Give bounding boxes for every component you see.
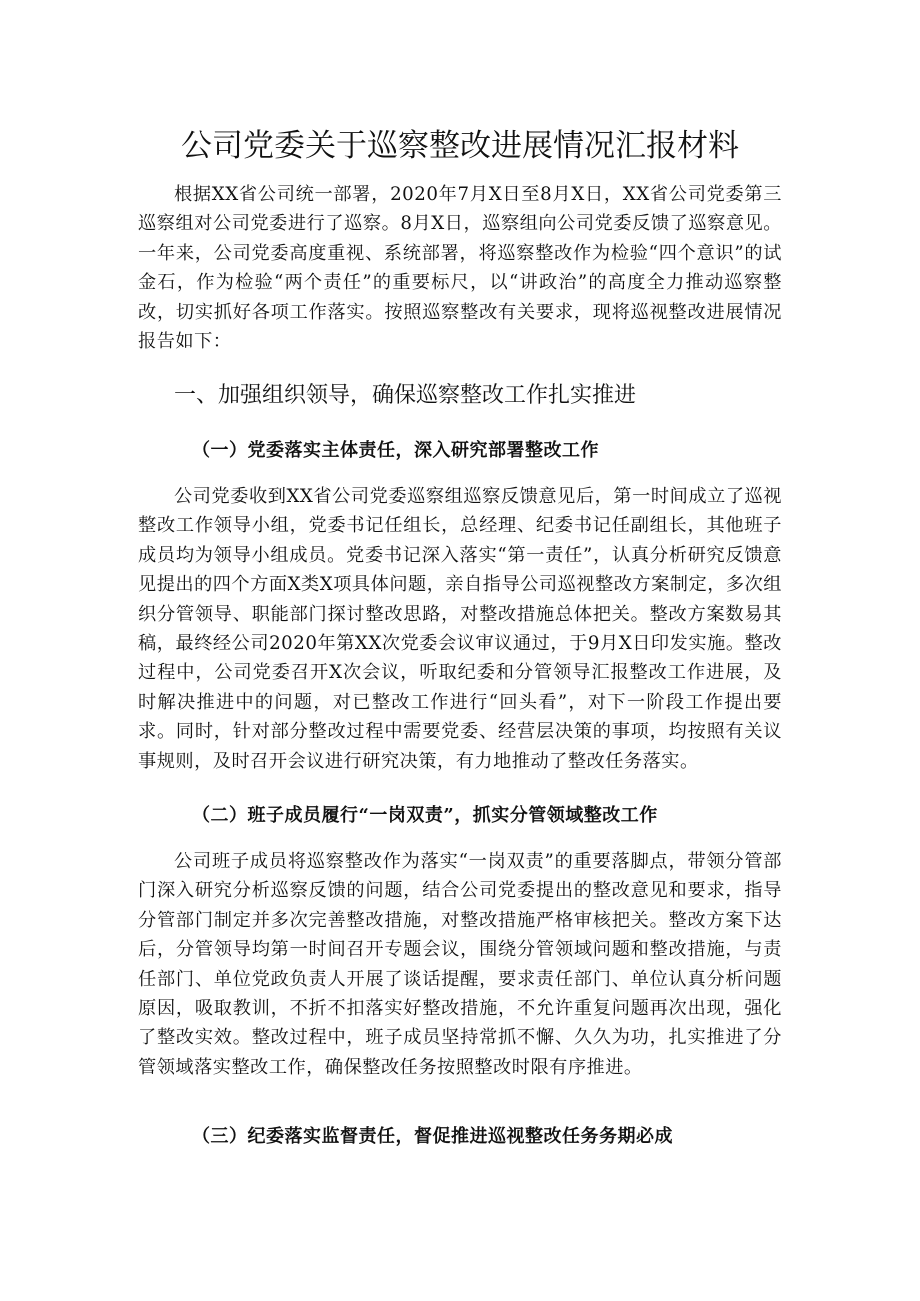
subsection-heading-1: （一）党委落实主体责任，深入研究部署整改工作: [192, 440, 599, 461]
subsection-2-paragraph: 公司班子成员将巡察整改作为落实“一岗双责”的重要落脚点，带领分管部门深入研究分析巡察反馈的问题，结合公司党委提出的整改意见和要求，指导分管部门制定并多次完善整改措施，对整改措施严格审核把关。整改方案下达后，分管领导均第一时间召开专题会议，围绕分管领域问题和整改措施，与责任部门、单位党政负责人开展了谈话提醒，要求责任部门、单位认真分析问题原因，吸取教训，不折不扣落实好整改措施，不允许重复问题再次出现，强化了整改实效。整改过程中，班子成员坚持常抓不懈、久久为功，扎实推进了分管领域落实整改工作，确保整改任务按照整改时限有序推进。: [138, 851, 782, 1078]
subsection-heading-3: （三）纪委落实监督责任，督促推进巡视整改任务务期必成: [192, 1126, 673, 1147]
subsection-heading-2: （二）班子成员履行“一岗双责”，抓实分管领域整改工作: [192, 805, 658, 826]
subsection-1-paragraph: 公司党委收到XX省公司党委巡察组巡察反馈意见后，第一时间成立了巡视整改工作领导小组，党委书记任组长，总经理、纪委书记任副组长，其他班子成员均为领导小组成员。党委书记深入落实“第一责任”，认真分析研究反馈意见提出的四个方面X类X项具体问题，亲自指导公司巡视整改方案制定，多次组织分管领导、职能部门探讨整改思路，对整改措施总体把关。整改方案数易其稿，最终经公司2020年第XX次党委会议审议通过，于9月X日印发实施。整改过程中，公司党委召开X次会议，听取纪委和分管领导汇报整改工作进展，及时解决推进中的问题，对已整改工作进行“回头看”，对下一阶段工作提出要求。同时，针对部分整改过程中需要党委、经营层决策的事项，均按照有关议事规则，及时召开会议进行研究决策，有力地推动了整改任务落实。: [138, 486, 782, 772]
document-title: 公司党委关于巡察整改进展情况汇报材料: [181, 128, 739, 164]
section-heading-1: 一、加强组织领导，确保巡察整改工作扎实推进: [174, 383, 637, 408]
intro-paragraph: 根据XX省公司统一部署，2020年7月X日至8月X日，XX省公司党委第三巡察组对公司党委进行了巡察。8月X日，巡察组向公司党委反馈了巡察意见。一年来，公司党委高度重视、系统部署，将巡察整改作为检验“四个意识”的试金石，作为检验“两个责任”的重要标尺，以“讲政治”的高度全力推动巡察整改，切实抓好各项工作落实。按照巡察整改有关要求，现将巡视整改进展情况报告如下：: [138, 184, 782, 353]
